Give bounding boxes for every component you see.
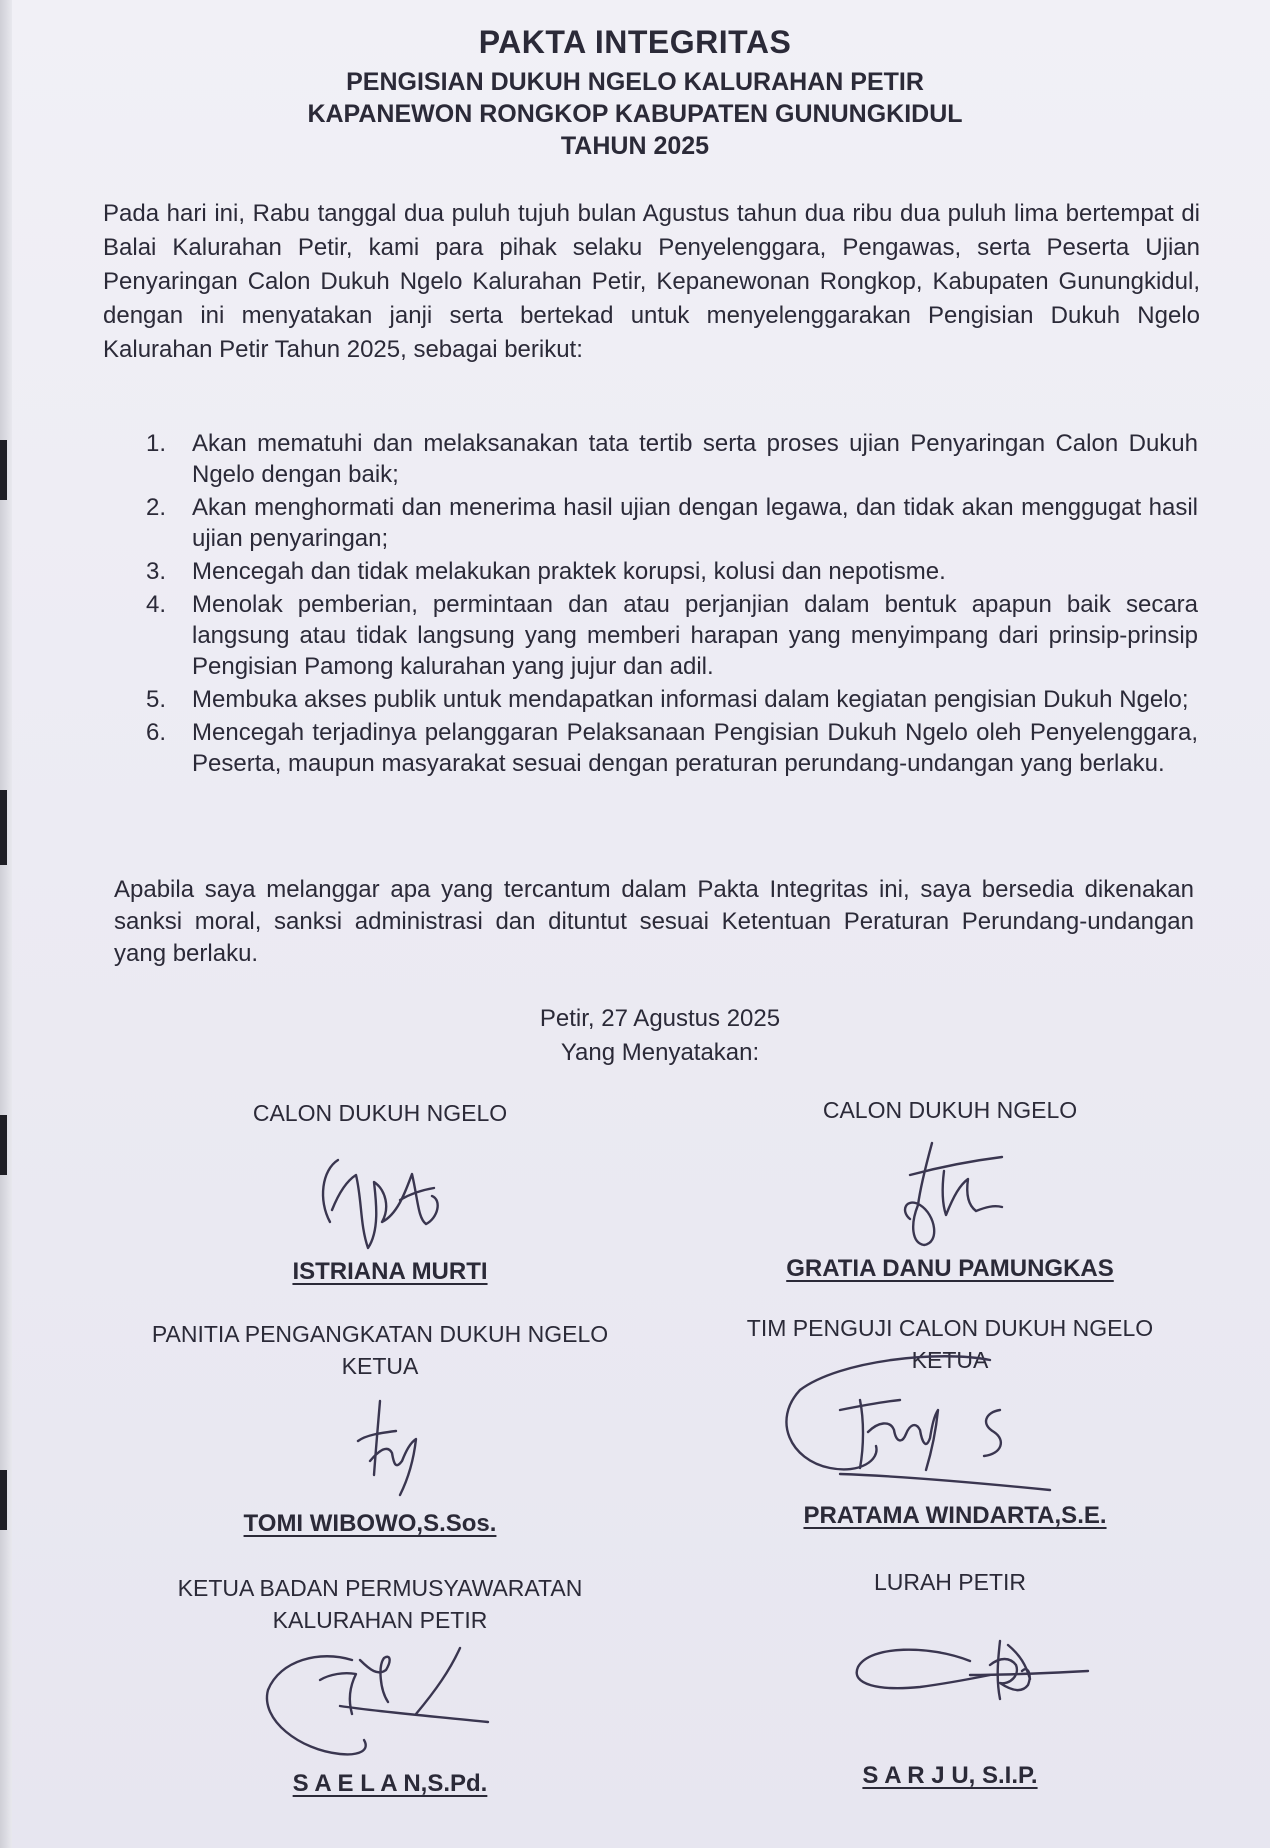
candidate-right-name: GRATIA DANU PAMUNGKAS — [786, 1255, 1114, 1282]
place-date: Petir, 27 Agustus 2025 — [539, 1005, 781, 1032]
binding-mark — [0, 1470, 7, 1530]
bpk-name: S A E L A N,S.Pd. — [292, 1770, 488, 1797]
list-item: 6. Mencegah terjadinya pelanggaran Pelaksanaan Pengisian Dukuh Ngelo oleh Penyelenggara, Peserta, maupun masyarakat sesuai dengan peraturan perundang-undangan yang berlaku. — [146, 719, 1198, 777]
signature-candidate-right — [880, 1135, 1020, 1255]
binding-mark — [0, 440, 7, 500]
committee-role-sub: KETUA — [341, 1353, 419, 1379]
lurah-role: LURAH PETIR — [873, 1569, 1027, 1595]
closing-paragraph: Apabila saya melanggar apa yang tercantum dalam Pakta Integritas ini, saya bersedia dikenakan sanksi moral, sanksi administrasi dan dituntut sesuai Ketentuan Peraturan Perundang-undangan yang berlaku. — [114, 876, 1194, 967]
intro-paragraph: Pada hari ini, Rabu tanggal dua puluh tujuh bulan Agustus tahun dua ribu dua puluh lima bertempat di Balai Kalurahan Petir, kami para pihak selaku Penyelenggara, Pengawas, serta Peserta Ujian Penyaringan Calon Dukuh Ngelo Kalurahan Petir, Kepanewonan Rongkop, Kabupaten Gunungkidul, dengan ini menyatakan janji serta bertekad untuk menyelenggarakan Pengisian Dukuh Ngelo Kalurahan Petir Tahun 2025, sebagai berikut: — [103, 200, 1200, 363]
lurah-name: S A R J U, S.I.P. — [862, 1762, 1038, 1789]
signature-candidate-left — [310, 1130, 470, 1260]
signature-examiner — [780, 1350, 1070, 1510]
candidate-left-role: CALON DUKUH NGELO — [252, 1100, 508, 1126]
list-item: 2. Akan menghormati dan menerima hasil ujian dengan legawa, dan tidak akan menggugat hasil ujian penyaringan; — [146, 494, 1198, 552]
list-item: 4. Menolak pemberian, permintaan dan atau perjanjian dalam bentuk apapun baik secara langsung atau tidak langsung yang memberi harapan yang menyimpang dari prinsip-prinsip Pengisian Pamong kalurahan yang jujur dan adil. — [146, 591, 1198, 680]
examiner-name: PRATAMA WINDARTA,S.E. — [803, 1502, 1107, 1529]
binding-mark — [0, 790, 7, 865]
document-title: PAKTA INTEGRITAS — [478, 24, 792, 60]
signature-bpk — [260, 1630, 500, 1770]
candidate-left-name: ISTRIANA MURTI — [292, 1258, 488, 1285]
signature-committee — [340, 1395, 450, 1505]
document-subtitle-1: PENGISIAN DUKUH NGELO KALURAHAN PETIR — [346, 68, 924, 96]
committee-name: TOMI WIBOWO,S.Sos. — [243, 1510, 497, 1537]
signature-lurah — [850, 1635, 1090, 1715]
paper-edge — [0, 0, 12, 1848]
committee-role: PANITIA PENGANGKATAN DUKUH NGELO — [151, 1321, 609, 1347]
examiner-role-sub: KETUA — [911, 1347, 989, 1373]
document-subtitle-2: KAPANEWON RONGKOP KABUPATEN GUNUNGKIDUL — [307, 100, 963, 128]
list-item: 5. Membuka akses publik untuk mendapatkan informasi dalam kegiatan pengisian Dukuh Ngelo; — [146, 686, 1189, 713]
list-item: 3. Mencegah dan tidak melakukan praktek korupsi, kolusi dan nepotisme. — [146, 558, 946, 585]
bpk-role: KETUA BADAN PERMUSYAWARATAN — [177, 1575, 583, 1601]
commitment-list — [138, 428, 1198, 781]
binding-mark — [0, 1115, 7, 1175]
declarant-label: Yang Menyatakan: — [560, 1039, 760, 1066]
examiner-role: TIM PENGUJI CALON DUKUH NGELO — [746, 1315, 1154, 1341]
candidate-right-role: CALON DUKUH NGELO — [822, 1097, 1078, 1123]
list-item: 1. Akan mematuhi dan melaksanakan tata tertib serta proses ujian Penyaringan Calon Dukuh Ngelo dengan baik; — [146, 430, 1198, 488]
bpk-role-sub: KALURAHAN PETIR — [272, 1607, 488, 1633]
document-subtitle-3: TAHUN 2025 — [560, 132, 710, 160]
